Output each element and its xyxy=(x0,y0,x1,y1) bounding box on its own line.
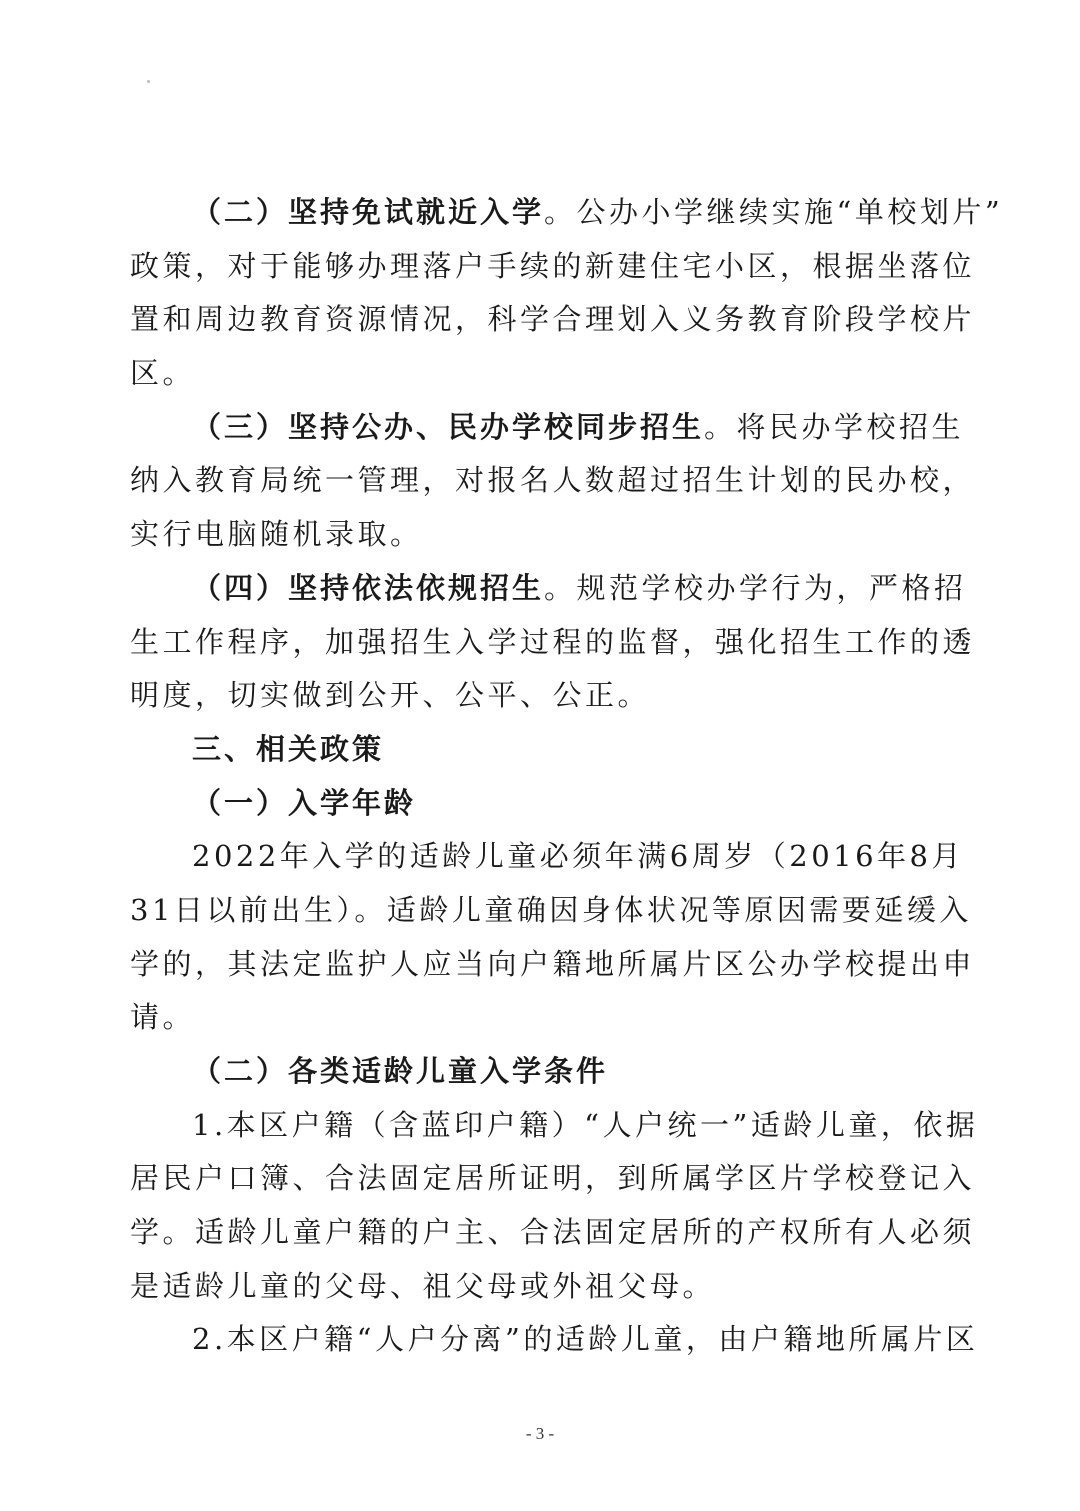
paragraph-1-line-1 xyxy=(130,186,1004,240)
paragraph-2-text: 。将民办学校招生 xyxy=(704,409,965,444)
paragraph-2-line-3: 实行电脑随机录取。 xyxy=(130,517,423,552)
paragraph-3-heading: （四）坚持依法依规招生 xyxy=(192,570,545,605)
paragraph-2-heading: （三）坚持公办、民办学校同步招生 xyxy=(192,409,705,444)
paragraph-1-heading: （二）坚持免试就近入学 xyxy=(192,195,545,229)
paragraph-5-line-3: 学。适龄儿童户籍的户主、合法固定居所的产权所有人必须 xyxy=(130,1215,976,1250)
paragraph-1-text: 。公办小学继续实施“单校划片” xyxy=(544,195,1004,229)
paragraph-4-line-1: 2022年入学的适龄儿童必须年满6周岁（2016年8月 xyxy=(192,839,965,874)
paragraph-1-line-4: 区。 xyxy=(130,356,196,391)
subsection-heading-2: （二）各类适龄儿童入学条件 xyxy=(192,1054,609,1088)
document-body xyxy=(130,186,1004,1367)
paragraph-5-line-2: 居民户口簿、合法固定居所证明，到所属学区片学校登记入 xyxy=(130,1161,976,1196)
paragraph-4-line-3: 学的，其法定监护人应当向户籍地所属片区公办学校提出申 xyxy=(130,946,976,981)
paragraph-4-line-2: 31日以前出生）。适龄儿童确因身体状况等原因需要延缓入 xyxy=(130,892,972,927)
paragraph-3-text: 。规范学校办学行为，严格招 xyxy=(544,570,967,605)
paragraph-1-line-3: 置和周边教育资源情况，科学合理划入义务教育阶段学校片 xyxy=(130,302,976,337)
paragraph-3-line-3: 明度，切实做到公开、公平、公正。 xyxy=(130,678,651,713)
subsection-heading-1: （一）入学年龄 xyxy=(192,785,417,820)
scan-speck xyxy=(147,80,150,83)
paragraph-4-line-4: 请。 xyxy=(130,1000,196,1035)
paragraph-3-line-2: 生工作程序，加强招生入学过程的监督，强化招生工作的透 xyxy=(130,624,976,659)
paragraph-2-line-2: 纳入教育局统一管理，对报名人数超过招生计划的民办校， xyxy=(130,463,976,498)
paragraph-5-line-4: 是适龄儿童的父母、祖父母或外祖父母。 xyxy=(130,1268,716,1303)
section-heading: 三、相关政策 xyxy=(192,731,385,766)
paragraph-3-line-1 xyxy=(130,562,967,616)
page-number: - 3 - xyxy=(525,1424,555,1443)
paragraph-6-line-1: 2.本区户籍“人户分离”的适龄儿童，由户籍地所属片区 xyxy=(192,1322,979,1357)
paragraph-2-line-1 xyxy=(130,401,965,455)
paragraph-1-line-2: 政策，对于能够办理落户手续的新建住宅小区，根据坐落位 xyxy=(130,248,976,283)
paragraph-5-line-1: 1.本区户籍（含蓝印户籍）“人户统一”适龄儿童，依据 xyxy=(192,1107,979,1142)
